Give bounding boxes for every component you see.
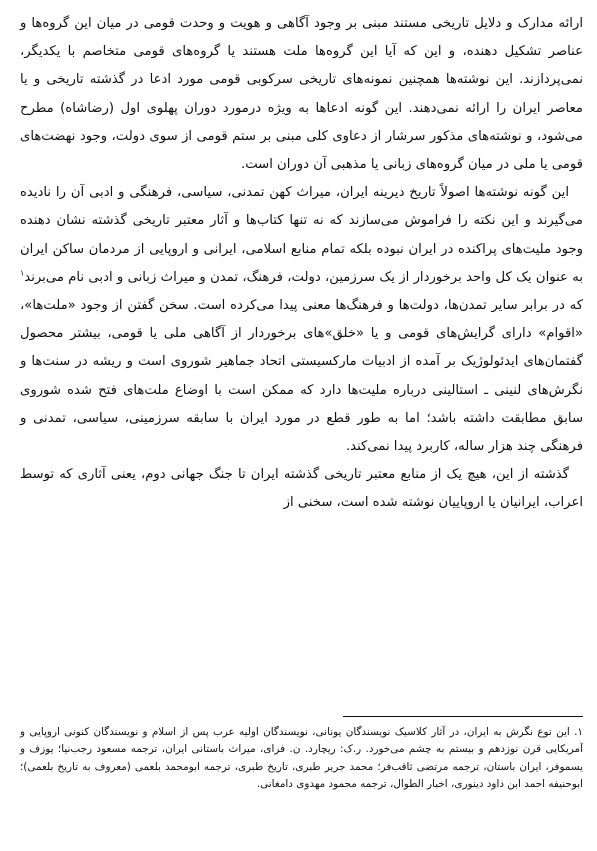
- paragraph-3: [20, 461, 583, 517]
- main-text: [20, 10, 583, 518]
- footnote: [20, 724, 583, 794]
- paragraph-2-text-cont: که در برابر سایر تمدن‌ها، دولت‌ها و فرهنگ‌ها معنی پیدا می‌کرده است. سخن گفتن از وجود «ملت‌ها»، «اقوام» دارای گرایش‌های قومی و یا «خلق»های برخوردار از آگاهی ملی یا قومی، بیشتر محصول گفتمان‌های ایدئولوژیک بر آمده از ادبیات مارکسیستی اتحاد جماهیر شوروی است و ریشه در سنت‌ها و نگرش‌های لنینی ـ استالینی درباره ملیت‌ها دارد که ممکن است با اوضاع ملت‌های فتح شده شوروی سابق مطابقت داشته باشد؛ اما به طور قطع در مورد ایران با سابقه سرزمینی، سیاسی، تمدنی و فرهنگی چند هزار ساله، کاربرد پیدا نمی‌کند.: [20, 298, 583, 455]
- footnote-divider: [343, 716, 583, 717]
- paragraph-2-text: این گونه نوشته‌ها اصولاً تاریخ دیرینه ایران، میراث کهن تمدنی، سیاسی، فرهنگی و ادبی آن را نادیده می‌گیرند و این نکته را فراموش می‌سازند که نه تنها کتاب‌ها و آثار معتبر تاریخی گذشته نشان دهنده وجود ملیت‌های پراکنده در ایران نبوده بلکه تمام منابع اسلامی، ایرانی و اروپایی از مردمان ساکن ایران به عنوان یک کل واحد برخوردار از یک سرزمین، دولت، فرهنگ، تمدن و میراث زبانی و ادبی نام می‌برند: [20, 185, 583, 285]
- footnote-marker: ۱: [20, 268, 25, 278]
- paragraph-3-text: گذشته از این، هیچ یک از منابع معتبر تاریخی گذشته ایران تا جنگ جهانی دوم، یعنی آثاری که توسط اعراب، ایرانیان یا اروپاییان نوشته شده است، سخنی از: [20, 467, 583, 511]
- paragraph-1: [20, 10, 583, 179]
- footnote-text: ۱. این نوع نگرش به ایران، در آثار کلاسیک نویسندگان یونانی، نویسندگان اولیه عرب پس از اسلام و نویسندگان کنونی اروپایی و آمریکایی قرن نوزدهم و بیستم به چشم می‌خورد. ر.ک: ریچارد. ن. فرای، میراث باستانی ایران، ترجمه مسعود رجب‌نیا؛ یوزف و یسموفر، ایران باستان، ترجمه مرتضی ثاقب‌فر؛ محمد جریر طبری، تاریخ طبری، ترجمه ابومحمد بلعمی (معروف به تاریخ بلعمی)؛ ابوحنیفه احمد ابن داود دینوری، اخبار الطوال، ترجمه محمود مهدوی دامغانی.: [20, 726, 583, 791]
- paragraph-2: [20, 179, 583, 461]
- paragraph-1-text: ارائه مدارک و دلایل تاریخی مستند مبنی بر وجود آگاهی و هویت و وحدت قومی در میان این گروه‌ها و عناصر تشکیل دهنده، و این که آیا این گروه‌ها ملت هستند یا گروه‌های قومی متخاصم با یکدیگر، نمی‌پردازند. این نوشته‌ها همچنین نمونه‌های تاریخی سرکوبی قومی مورد ادعا در گذشته تاریخی و یا معاصر ایران را ارائه نمی‌دهند. این گونه ادعاها به ویژه درمورد دوران پهلوی اول (رضاشاه) مطرح می‌شود، و نوشته‌های مذکور سرشار از دعاوی کلی مبنی بر ستم قومی از سوی دولت، وجود نهضت‌های قومی یا ملی در میان گروه‌های زبانی یا مذهبی آن دوران است.: [20, 16, 583, 173]
